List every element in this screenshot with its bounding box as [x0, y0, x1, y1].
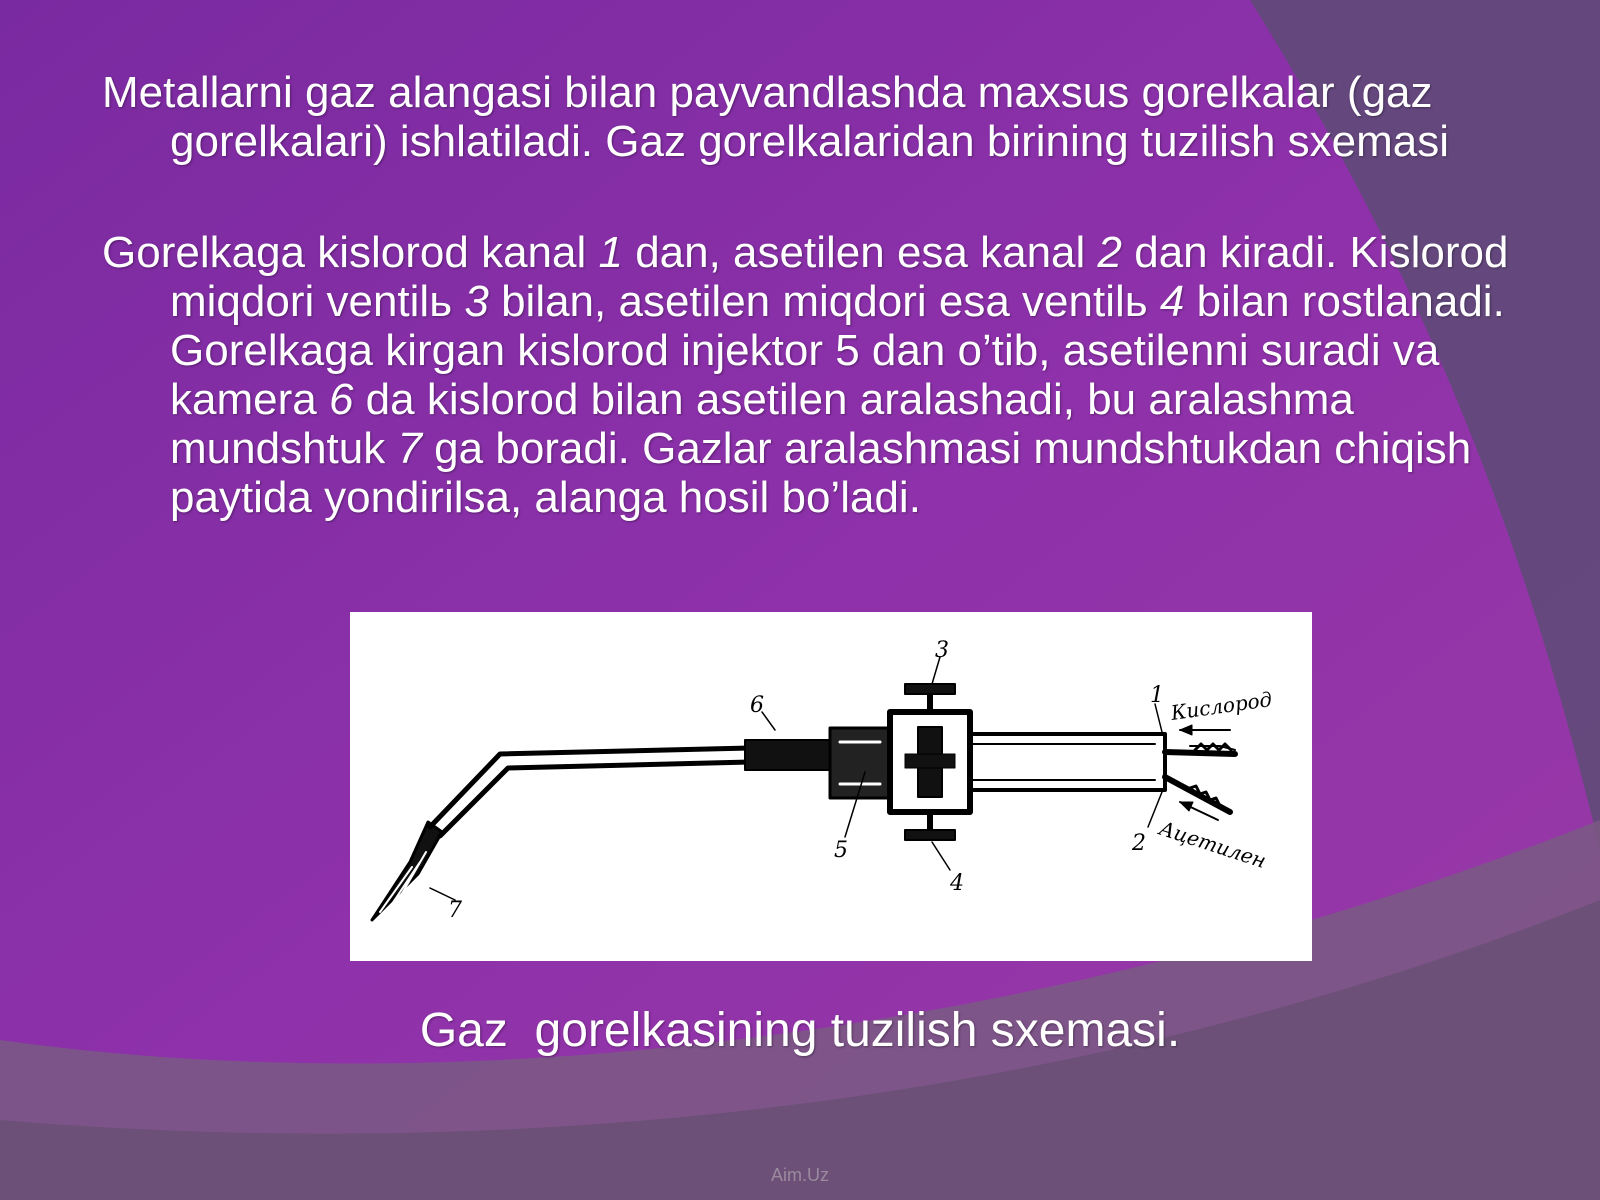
torch-diagram — [350, 612, 1312, 961]
figure-caption: Gaz gorelkasining tuzilish sxemasi. — [419, 1004, 1181, 1057]
ref-number-4: 4 — [1159, 277, 1185, 326]
ref-number-1: 1 — [598, 228, 623, 277]
desc-text-1: Gorelkaga kislorod kanal — [102, 228, 599, 277]
desc-text-2: dan, asetilen esa kanal — [622, 228, 1098, 277]
intro-text: Metallarni gaz alangasi bilan payvandlashda maxsus gorelkalar (gaz gorelkalari) ishlatiladi. Gaz gorelkalaridan birining tuzilish sxemasi — [102, 68, 1450, 166]
desc-text-5: bilan rostlanadi. Gorelkaga kirgan kislorod injektor 5 dan o’tib, asetilenni suradi va kamera — [170, 277, 1505, 424]
intro-paragraph — [102, 68, 1570, 166]
label-1: 1 — [1150, 683, 1164, 708]
label-3: 3 — [935, 638, 949, 663]
label-7: 7 — [448, 898, 462, 923]
torch-drawing — [350, 612, 1312, 961]
ref-number-3: 3 — [464, 277, 489, 326]
desc-text-6: da kislorod bilan asetilen aralashadi, bu aralashma mundshtuk — [170, 375, 1354, 473]
label-4: 4 — [950, 871, 964, 896]
ref-number-6: 6 — [328, 375, 354, 424]
nozzle-tip-shape — [372, 822, 442, 920]
label-5: 5 — [834, 838, 848, 863]
ref-number-2: 2 — [1097, 228, 1122, 277]
desc-text-4: bilan, asetilen miqdori esa ventilь — [488, 277, 1160, 326]
acetylene-label: Ацетилен — [1156, 815, 1269, 873]
ref-number-7: 7 — [397, 424, 422, 473]
desc-text-3: dan kiradi. Kislorod miqdori ventilь — [170, 228, 1509, 326]
desc-text-7: ga boradi. Gazlar aralashmasi mundshtukdan chiqish paytida yondirilsa, alanga hosil bo’ladi. — [170, 424, 1472, 522]
oxygen-label: Кислород — [1169, 687, 1274, 725]
description-paragraph — [102, 228, 1570, 522]
label-6: 6 — [750, 693, 764, 718]
footer-watermark: Aim.Uz — [771, 1165, 829, 1185]
label-2: 2 — [1132, 831, 1146, 856]
